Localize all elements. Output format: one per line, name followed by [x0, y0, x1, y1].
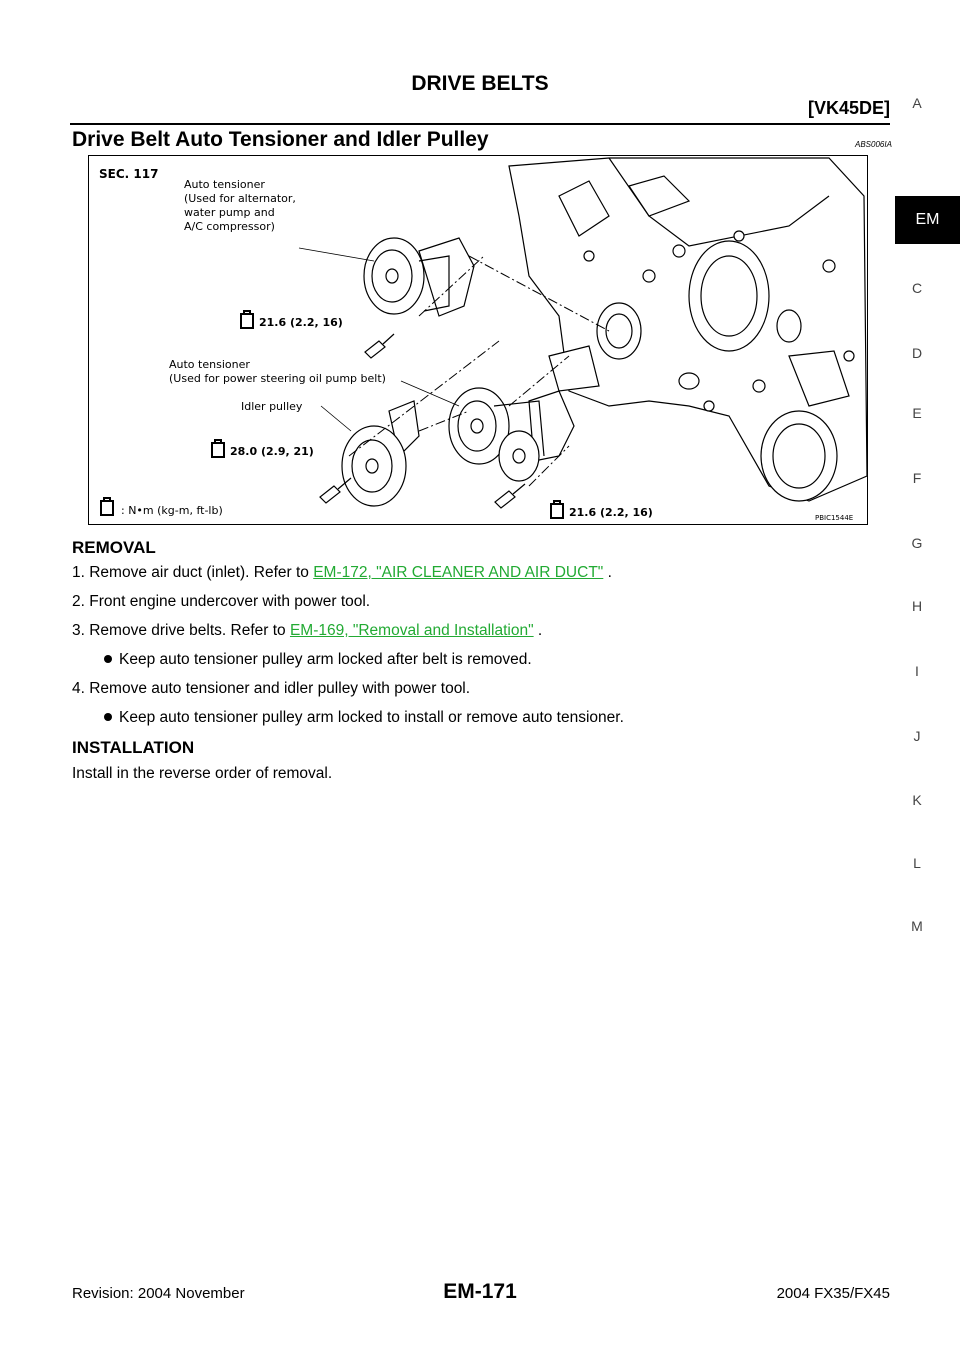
- link-em-172-air-cleaner[interactable]: EM-172, "AIR CLEANER AND AIR DUCT": [313, 564, 604, 581]
- torque-icon: [551, 501, 563, 518]
- figure-id: PBIC1544E: [815, 514, 854, 522]
- removal-bullet-1-text: Keep auto tensioner pulley arm locked after belt is removed.: [119, 651, 532, 668]
- bolt-lower-illustration: [495, 484, 525, 508]
- sidebar-letter-l[interactable]: L: [913, 855, 921, 871]
- removal-step-3-text: 3. Remove drive belts. Refer to: [72, 622, 290, 639]
- sidebar-tab-em-active[interactable]: EM: [895, 196, 960, 244]
- bullet-icon: [104, 655, 112, 663]
- idler-pulley-illustration: [342, 401, 419, 506]
- torque-value-2: 28.0 (2.9, 21): [230, 445, 314, 458]
- section-code: ABS006IA: [855, 140, 892, 149]
- footer-page-number: EM-171: [443, 1280, 517, 1303]
- legend-unit: : N•m (kg-m, ft-lb): [121, 504, 223, 517]
- torque-icon: [212, 440, 224, 457]
- figure-sec-label: SEC. 117: [99, 167, 159, 181]
- sidebar-letter-k[interactable]: K: [912, 792, 922, 808]
- label-idler-pulley: Idler pulley: [241, 400, 303, 413]
- torque-icon: [101, 498, 113, 515]
- auto-tensioner-upper-illustration: [364, 238, 474, 316]
- figure-illustration: [89, 156, 867, 524]
- sidebar-letter-j[interactable]: J: [913, 728, 921, 744]
- bolt-idler-illustration: [320, 478, 351, 503]
- sidebar-letter-c[interactable]: C: [911, 280, 923, 296]
- footer-model: 2004 FX35/FX45: [776, 1285, 890, 1302]
- sidebar-letter-f[interactable]: F: [912, 470, 922, 486]
- footer-revision: Revision: 2004 November: [72, 1285, 245, 1302]
- removal-step-1: [72, 564, 612, 582]
- sidebar-letter-a[interactable]: A: [912, 95, 922, 111]
- bolt-upper-illustration: [365, 334, 394, 358]
- sidebar-letter-h[interactable]: H: [911, 598, 923, 614]
- removal-step-1-text: 1. Remove air duct (inlet). Refer to: [72, 564, 314, 581]
- figure-drive-belt-tensioner: [88, 155, 868, 525]
- page-title: DRIVE BELTS: [411, 72, 549, 95]
- auto-tensioner-lower-illustration: [449, 388, 574, 481]
- torque-icon: [241, 311, 253, 328]
- removal-step-3: [72, 622, 542, 640]
- removal-heading: REMOVAL: [72, 538, 156, 557]
- sidebar-letter-d[interactable]: D: [911, 345, 923, 361]
- removal-bullet-1: [104, 651, 532, 669]
- removal-step-1-after: .: [603, 564, 612, 581]
- header-rule: [70, 123, 890, 125]
- label-auto-tensioner-1-line1: Auto tensioner: [184, 178, 265, 191]
- torque-value-3: 21.6 (2.2, 16): [569, 506, 653, 519]
- removal-bullet-2-text: Keep auto tensioner pulley arm locked to install or remove auto tensioner.: [119, 709, 624, 726]
- removal-bullet-2: [104, 709, 624, 727]
- sidebar-letter-m[interactable]: M: [911, 918, 923, 934]
- label-auto-tensioner-2-line2: (Used for power steering oil pump belt): [169, 372, 386, 385]
- torque-value-1: 21.6 (2.2, 16): [259, 316, 343, 329]
- sidebar-letter-g[interactable]: G: [911, 535, 923, 551]
- label-auto-tensioner-1-line3: water pump and: [184, 206, 275, 219]
- removal-step-4: 4. Remove auto tensioner and idler pulley with power tool.: [72, 680, 471, 697]
- sidebar-letter-e[interactable]: E: [912, 405, 922, 421]
- removal-step-2: 2. Front engine undercover with power tool.: [72, 593, 371, 610]
- label-auto-tensioner-2-line1: Auto tensioner: [169, 358, 250, 371]
- installation-text: Install in the reverse order of removal.: [72, 765, 333, 782]
- link-em-169-removal-installation[interactable]: EM-169, "Removal and Installation": [289, 622, 534, 639]
- installation-heading: INSTALLATION: [72, 738, 195, 757]
- engine-code: [VK45DE]: [807, 98, 890, 118]
- label-auto-tensioner-1-line2: (Used for alternator,: [184, 192, 296, 205]
- section-title: Drive Belt Auto Tensioner and Idler Pulley: [72, 128, 489, 151]
- removal-step-3-after: .: [533, 622, 543, 639]
- sidebar-letter-i[interactable]: I: [915, 663, 919, 679]
- bullet-icon: [104, 713, 112, 721]
- label-auto-tensioner-1-line4: A/C compressor): [184, 220, 275, 233]
